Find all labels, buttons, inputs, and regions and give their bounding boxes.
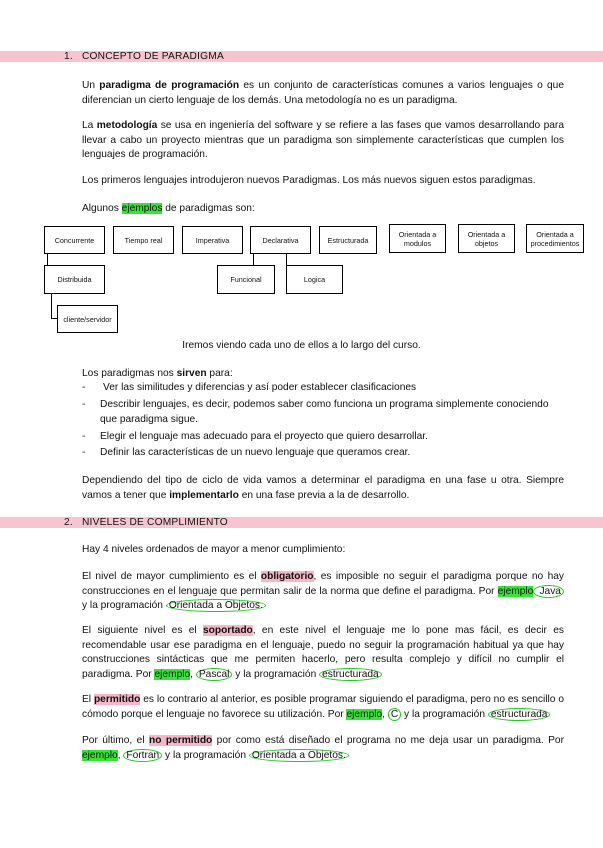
list-item: Definir las características de un nuevo lenguaje que queramos crear. (100, 447, 411, 458)
box-procedimientos: Orientada a procedimientos (526, 224, 584, 253)
bold-term: sirven (176, 368, 207, 379)
text: en una fase previa a la de desarrollo. (238, 489, 410, 501)
highlight-pink: soportado (202, 625, 253, 636)
text: , es imposible no seguir el paradigma porque no hay construcciones en el lenguaje que permitan salir de la norma que define el paradigma. Por (82, 571, 564, 597)
box-logica: Logica (286, 265, 343, 294)
bold-term: paradigma de programación (99, 80, 240, 91)
section-number: 1. (64, 51, 73, 62)
paragraph (82, 79, 564, 108)
circled-term: Orientada a Objetos. (249, 749, 349, 762)
highlight-pink: permitido (93, 694, 141, 705)
highlight-green: ejemplo (346, 708, 383, 720)
circled-term: estructurada (488, 708, 551, 721)
text: Los paradigmas nos (82, 368, 177, 379)
paragraph: Hay 4 niveles ordenados de mayor a menor cumplimiento: (82, 544, 346, 555)
paragraph (82, 119, 564, 163)
circled-term: estructurada (319, 668, 382, 681)
text: Dependiendo del tipo de ciclo de vida vamos a determinar el paradigma en una fase u otra. Siempre vamos a tener que (82, 475, 564, 501)
highlight-green: ejemplo (154, 668, 191, 680)
section-title: NIVELES DE COMPLIMIENTO (82, 517, 228, 528)
text: para: (206, 368, 233, 379)
box-cliente-servidor: cliente/servidor (57, 305, 118, 333)
text: El nivel de mayor cumplimiento es el (82, 571, 261, 582)
highlight-pink: no permitido (149, 735, 213, 746)
highlight-green: ejemplo (497, 585, 534, 597)
list-item: Ver las similitudes y diferencias y así poder establecer clasificaciones (103, 382, 417, 393)
paragraph: Los primeros lenguajes introdujeron nuevos Paradigmas. Los más nuevos siguen estos paradigmas. (82, 175, 536, 186)
section-heading (64, 51, 224, 62)
circled-term: Java (533, 585, 564, 598)
text: La (82, 120, 97, 131)
box-modulos: Orientada a modulos (389, 224, 446, 253)
connector (51, 294, 52, 318)
list-item: Elegir el lenguaje mas adecuado para el proyecto que quiero desarrollar. (100, 431, 428, 442)
highlight-green: ejemplo (82, 749, 118, 761)
section-heading (64, 517, 228, 528)
text: es lo contrario al anterior, es posible programar siguiendo el paradigma, pero no es sencillo o cómodo porque el lenguaje no favorece su utilización. Por (82, 694, 564, 720)
text: se usa en ingeniería del software y se refiere a las fases que vamos desarrollando para llevar a cabo un proyecto mientras que un paradigma son simplemente características que cumplen los lenguajes de programación. (82, 120, 564, 160)
circled-term: Pascal (196, 668, 233, 681)
bullet-dash: - (82, 431, 86, 442)
text: Por último, el (82, 735, 149, 746)
text: y la programación (232, 668, 320, 680)
box-tiempo-real: Tiempo real (113, 226, 174, 254)
text: , en este nivel el lenguaje me lo pone mas fácil, es decir es recomendable usar ese paradigma en el lenguaje, puedo no seguir la programación habitual ya que hay construcciones sintácticas que me permiten hacerlo, pero resulta complejo y difícil no cumplir el paradigma. Por (82, 625, 564, 680)
list-item: Describir lenguajes, es decir, podemos saber como funciona un programa simplemente conociendo que paradigma sigue. (100, 399, 549, 425)
text: y la programación (162, 749, 249, 761)
text: Algunos (82, 203, 122, 214)
section-title: CONCEPTO DE PARADIGMA (82, 51, 224, 62)
caption: Iremos viendo cada uno de ellos a lo largo del curso. (182, 340, 421, 351)
paragraph (82, 474, 564, 503)
bullet-dash: - (82, 382, 86, 393)
section-number: 2. (64, 517, 73, 528)
box-estructurada: Estructurada (319, 226, 377, 254)
bullet-dash: - (82, 447, 86, 458)
text: El siguiente nivel es el (82, 625, 203, 636)
box-distribuida: Distribuida (44, 265, 105, 294)
box-objetos: Orientada a objetos (458, 224, 515, 253)
highlight-pink: obligatorio (260, 571, 314, 582)
text: de paradigmas son: (162, 203, 255, 214)
box-funcional: Funcional (217, 265, 275, 294)
bold-term: metodología (96, 120, 158, 131)
box-imperativa: Imperativa (182, 226, 243, 254)
box-concurrente: Concurrente (44, 226, 105, 254)
text: El (82, 694, 94, 705)
text: , (190, 668, 194, 680)
text: por como está diseñado el programa no me deja usar un paradigma. Por (212, 735, 564, 746)
box-declarativa: Declarativa (250, 226, 311, 254)
paragraph (82, 570, 564, 614)
circled-term: Fortran (123, 749, 162, 762)
text: , (382, 708, 388, 720)
bullet-dash: - (82, 399, 86, 410)
paragraph (82, 202, 564, 217)
paragraph (82, 734, 564, 763)
text: y la programación (82, 600, 166, 611)
text: es un conjunto de características comunes a varios lenguajes o que diferencian un cierto lenguaje de los demás. Una metodología no es un paradigma. (82, 80, 565, 106)
text: y la programación (401, 708, 488, 720)
bold-term: implementarlo (169, 489, 239, 501)
text: Un (82, 80, 100, 91)
paragraph (82, 624, 564, 682)
circled-term: C (388, 708, 401, 721)
text: , (117, 749, 124, 761)
paragraph (82, 367, 564, 382)
paragraph (82, 693, 564, 722)
highlight-green: ejemplos (121, 203, 163, 214)
circled-term: Orientada a Objetos. (166, 599, 266, 612)
